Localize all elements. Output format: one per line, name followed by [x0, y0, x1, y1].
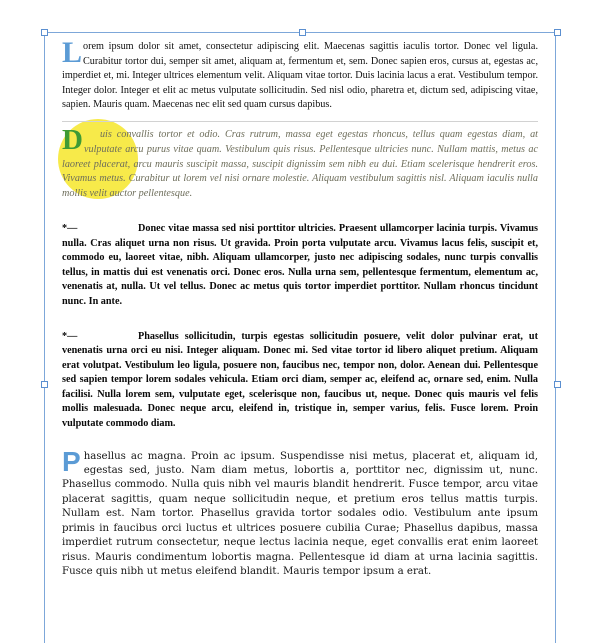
paragraph-1[interactable]	[62, 36, 538, 113]
paragraph-1-text: orem ipsum dolor sit amet, consectetur adipiscing elit. Maecenas sagittis iaculis tortor. Donec vel ligula. Curabitur tortor dui, semper sit amet, aliquam at, fermentum et, sem. Donec sapien eros, cursus at, egestas ac, imperdiet et, mi. Integer ultrices elementum velit. Aliquam vitae tortor. Duis lacinia lacus a erat. Vestibulum tempor. Integer dolor. Integer et elit ac metus vulputate sollicitudin. Sed nisl odio, pharetra et, dictum sed, adipiscing vitae, sapien. Mauris quam. Maecenas nec elit sed quam cursus dapibus.	[62, 41, 538, 111]
paragraph-2[interactable]	[62, 123, 538, 202]
dropcap-l: L	[62, 36, 83, 69]
list-bullet-marker: *—	[62, 330, 78, 342]
paragraph-3[interactable]	[62, 222, 538, 310]
paragraph-4-text: Phasellus sollicitudin, turpis egestas sollicitudin posuere, velit dolor pulvinar erat, ut venenatis urna orci eu nisi. Integer aliquam. Donec mi. Sed vitae tortor id libero aliquet pretium. Aliquam erat volutpat. Vestibulum leo ligula, posuere non, faucibus nec, tempor non, dolor. Aenean dui. Pellentesque sed sapien tempor lorem sodales vehicula. Etiam orci diam, semper ac, eleifend ac, ornare sed, enim. Nulla facilisi. Nulla lorem sem, vulputate eget, scelerisque non, faucibus ut, neque. Donec quis mauris vel felis mollis malesuada. Donec neque arcu, eleifend in, tristique in, semper varius, felis. Fusce lorem. Proin vulputate commodo diam.	[62, 330, 538, 430]
resize-handle-middle-left[interactable]	[41, 381, 48, 388]
section-divider-rule	[62, 121, 538, 122]
resize-handle-top-left[interactable]	[41, 29, 48, 36]
list-bullet-marker: *—	[62, 222, 78, 234]
paragraph-4[interactable]	[62, 330, 538, 432]
paragraph-2-text: uis convallis tortor et odio. Cras rutrum, massa eget egestas rhoncus, tellus quam egestas diam, at vulputate arcu purus vitae quam. Vestibulum quis risus. Pellentesque ultricies nunc. Nullam mattis, metus ac laoreet placerat, arcu mauris suscipit massa, suscipit dignissim sem nibh eu dui. Etiam scelerisque hendrerit eros. Vivamus metus. Curabitur ut lorem vel nisi ornare molestie. Aliquam vestibulum sagittis nisl. Aliquam iaculis nulla mollis velit auctor pellentesque.	[62, 128, 538, 200]
resize-handle-top-right[interactable]	[554, 29, 561, 36]
paragraph-5-text: hasellus ac magna. Proin ac ipsum. Suspendisse nisi metus, placerat et, aliquam id, egestas sed, justo. Nam diam metus, lobortis a, porttitor nec, dignissim ut, nunc. Phasellus commodo. Nulla quis nibh vel mauris blandit hendrerit. Fusce tempor, arcu vitae placerat sagittis, quam neque sollicitudin neque, et pretium eros tellus mattis turpis. Nullam est. Nam tortor. Phasellus gravida tortor sodales odio. Vestibulum ante ipsum primis in faucibus orci luctus et ultrices posuere cubilia Curae; Phasellus dapibus, massa imperdiet rutrum consectetur, neque lectus lacinia neque, eget convallis erat enim laoreet risus. Mauris condimentum lobortis magna. Pellentesque id diam at urna lacinia sagittis. Fusce quis nibh ut metus eleifend blandit. Mauris tempor ipsum a erat.	[62, 450, 538, 577]
resize-handle-middle-right[interactable]	[554, 381, 561, 388]
resize-handle-top-center[interactable]	[299, 29, 306, 36]
paragraph-3-text: Donec vitae massa sed nisi porttitor ultricies. Praesent ullamcorper lacinia turpis. Vivamus nulla. Cras aliquet urna non risus. Ut gravida. Proin porta vulputate arcu. Vivamus lacus felis, suscipit et, commodo eu, laoreet vitae, nibh. Aliquam ullamcorper, justo nec adipiscing sodales, nunc turpis convallis tellus, in mattis dui est venenatis orci. Donec eros. Nulla urna sem, pellentesque fermentum, elementum ac, venenatis at, nulla. Ut vel tellus. Donec ac metus quis tortor imperdiet porttitor. Nullam rhoncus tincidunt nunc. In ante.	[62, 222, 538, 307]
document-content	[62, 36, 538, 579]
dropcap-d: D	[62, 123, 83, 156]
paragraph-5[interactable]	[62, 445, 538, 580]
dropcap-p: P	[62, 445, 81, 477]
